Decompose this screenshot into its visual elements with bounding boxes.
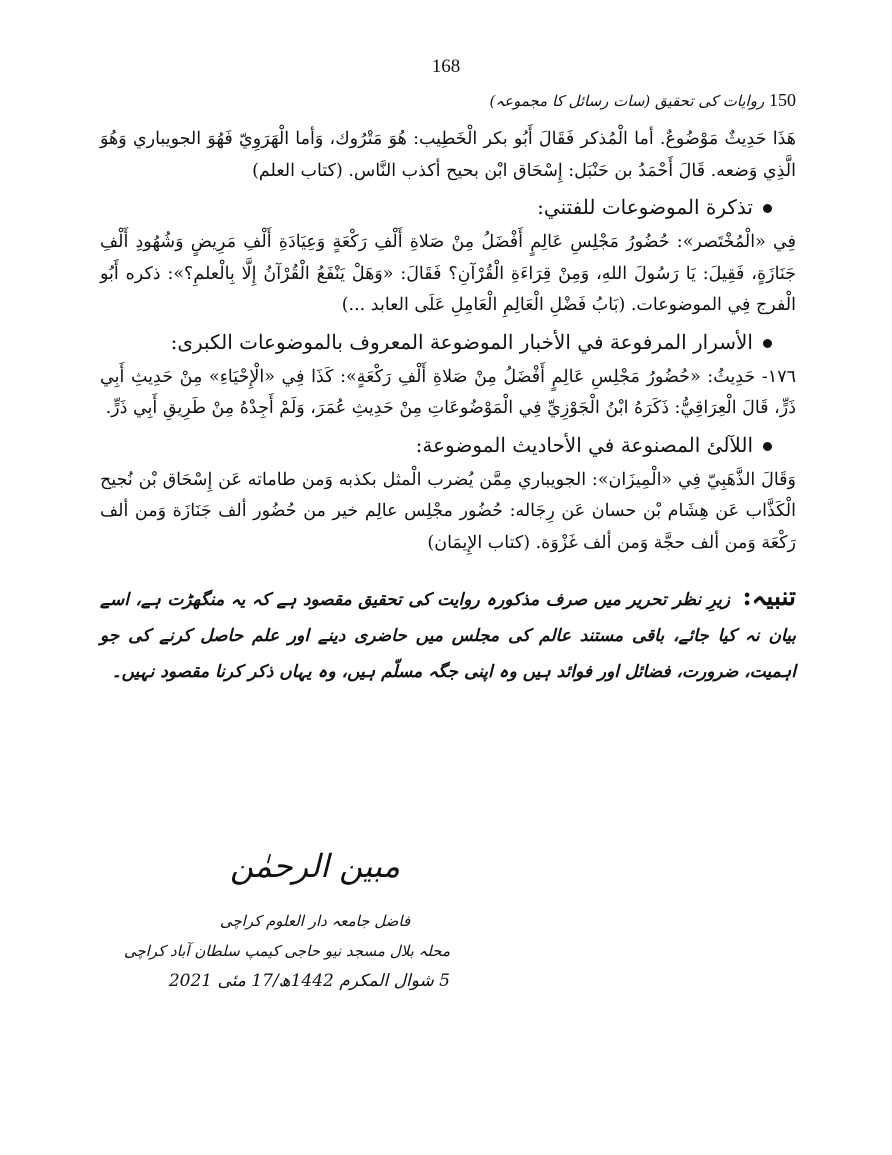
main-content <box>100 124 796 690</box>
paragraph-2: فِي «الْمُخْتَصر»: حُضُورُ مَجْلِسِ عَالِمٍ أَفْضَلُ مِنْ صَلاةِ أَلْفِ رَكْعَةٍ وَعِيَادَةِ أَلْفِ مَرِيضٍ وَشُهُودِ أَلْفِ جَنَازَةٍ، فَقِيلَ: يَا رَسُولَ اللهِ، وَمِنْ قِرَاءَةِ الْقُرْآنِ؟ فَقَالَ: «وَهَلْ يَنْفَعُ الْقُرْآنُ إِلَّا بِالْعلمِ؟»: ذكره أَبُو الْفرج فِي الموضوعات. (بَابُ فَضْلِ الْعَالِمِ الْعَامِلِ عَلَى العابد ...) <box>100 232 796 315</box>
note-label: تنبیہ: <box>742 582 796 611</box>
heading-asrar-text: الأسرار المرفوعة في الأخبار الموضوعة المعروف بالموضوعات الكبرى: <box>170 329 753 354</box>
heading-tadhkira-text: تذكرة الموضوعات للفتني: <box>537 195 753 219</box>
heading-laali-text: اللآلئ المصنوعة في الأحاديث الموضوعة: <box>415 432 753 457</box>
author-signature: مبین الرحمٰن <box>230 847 400 885</box>
bullet-icon <box>763 442 772 451</box>
paragraph-1: هَذَا حَدِيثٌ مَوْضُوعٌ. أما الْمُذكر فَقَالَ أَبُو بكر الْخَطِيب: هُوَ مَتْرُوك، وَأما الْهَرَوِيّ فَهُوَ الجويباري وَهُوَ الَّذِي وَضعه. قَالَ أَحْمَدُ بن حَنْبَل: إِسْحَاق ابْن بحيح أكذب النَّاس. (كتاب العلم) <box>100 129 796 181</box>
paragraph-3: ١٧٦- حَدِيثُ: «حُضُورُ مَجْلِسِ عَالِمٍ أَفْضَلُ مِنْ صَلاةِ أَلْفِ رَكْعَةٍ»: كَذَا فِي «الْإِحْيَاءِ» مِنْ حَدِيثِ أَبِي ذَرٍّ، قَالَ الْعِرَاقِيُّ: ذَكَرَهُ ابْنُ الْجَوْزِيِّ فِي الْمَوْضُوعَاتِ مِنْ حَدِيثِ عُمَرَ، وَلَمْ أَجِدْهُ مِنْ طَرِيقِ أَبِي ذَرٍّ. <box>100 366 796 418</box>
page-number: 168 <box>431 56 461 77</box>
running-header <box>489 90 796 111</box>
heading-tadhkira <box>100 189 772 225</box>
author-address: محلہ بلال مسجد نیو حاجی کیمپ سلطان آباد کراچی <box>123 942 450 960</box>
paragraph-4: وَقَالَ الذَّهَبِيّ فِي «الْمِيزَان»: الجويباري مِمَّن يُضرب الْمثل بكذبه وَمن طاماته عَن إِسْحَاق بْن نُجيح الْكَذَّاب عَن هِشَام بْن حسان عَن رِجَاله: حُضُور مجْلِس عالِم خير من حُضُور ألف جَنَازَة وَمن ألف رَكْعَة وَمن ألف حجَّة وَمن ألف غَزْوَة. (كتاب الإِيمَان) <box>100 469 796 553</box>
running-header-number: 150 <box>769 90 796 110</box>
heading-laali <box>100 427 772 463</box>
running-header-title: روایات کی تحقیق (سات رسائل کا مجموعہ) <box>489 92 765 110</box>
signature-date: 5 شوال المکرم 1442ھ/17 مئی 2021 <box>168 971 450 991</box>
note-text: زیرِ نظر تحریر میں صرف مذکورہ روایت کی تحقیق مقصود ہے کہ یہ منگھڑت ہے، اسے بیان نہ کیا جائے، باقی مستند عالم کی مجلس میں حاضری دینے اور علم حاصل کرنے کی جو اہمیت، ضرورت، فضائل اور فوائد ہیں وہ اپنی جگہ مسلّم ہیں، وہ یہاں ذکر کرنا مقصود نہیں۔ <box>100 590 796 682</box>
bullet-icon <box>763 204 772 213</box>
note-paragraph <box>100 579 796 690</box>
author-affiliation: فاضل جامعہ دار العلوم کراچی <box>219 912 411 930</box>
signature-block <box>123 836 450 996</box>
heading-asrar <box>100 324 772 360</box>
bullet-icon <box>763 339 772 348</box>
